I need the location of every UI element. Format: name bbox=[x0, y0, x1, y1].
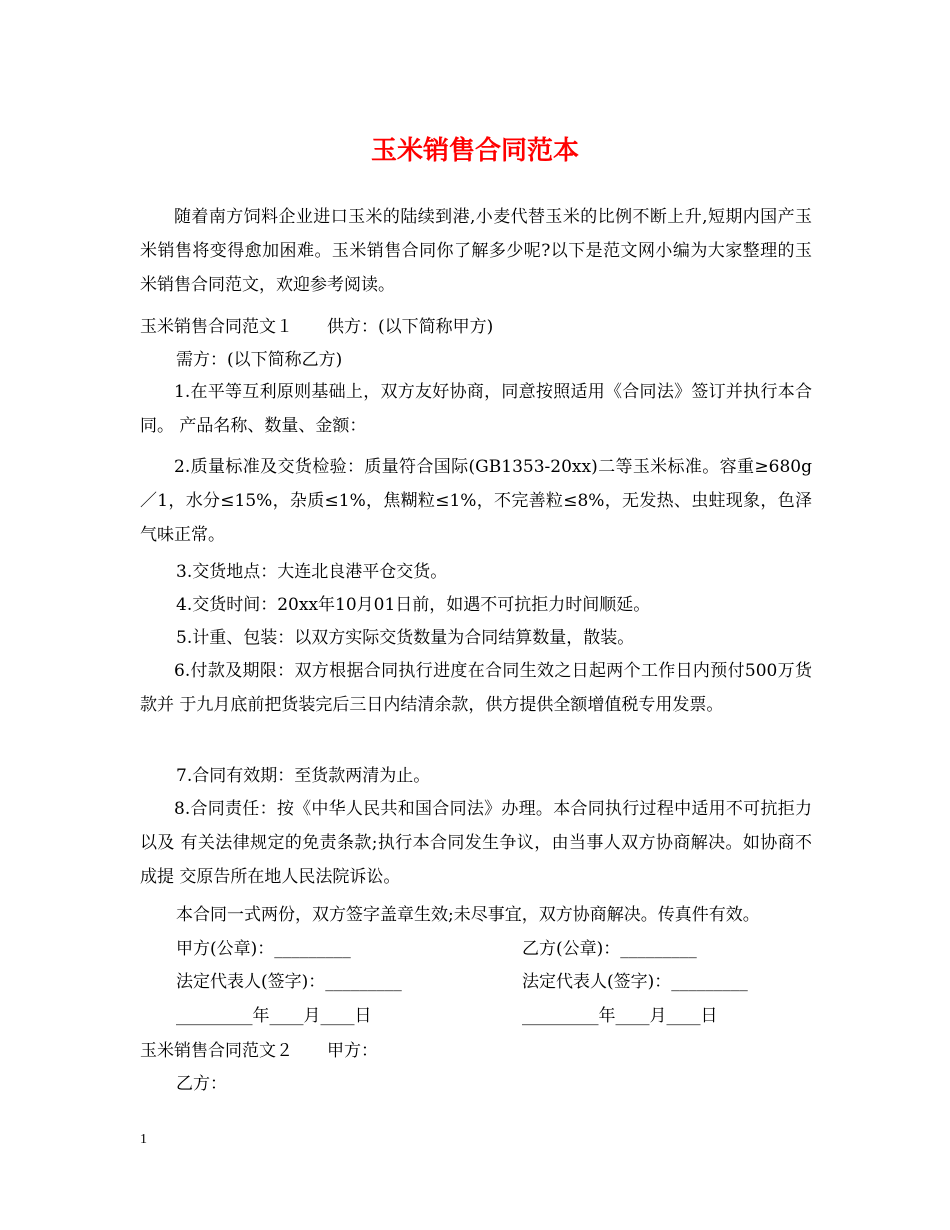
closing-line: 本合同一式两份，双方签字盖章生效;未尽事宜，双方协商解决。传真件有效。 bbox=[176, 905, 760, 925]
sign-party-b-seal: 乙方(公章)：_________ bbox=[522, 939, 697, 959]
clause-5: 5.计重、包装：以双方实际交货数量为合同结算数量，散装。 bbox=[176, 628, 635, 648]
clause-2: 2.质量标准及交货检验：质量符合国际(GB1353-20xx)二等玉米标准。容重≥680g／1，水分≤15%，杂质≤1%，焦糊粒≤1%，不完善粒≤8%，无发热、虫蛀现象，色泽气味正常。 bbox=[140, 457, 812, 545]
sample1-heading: 玉米销售合同范文１ 供方：(以下简称甲方) bbox=[140, 317, 494, 337]
clause-4: 4.交货时间：20xx年10月01日前，如遇不可抗拒力时间顺延。 bbox=[176, 595, 651, 615]
document-title: 玉米销售合同范本 bbox=[370, 136, 579, 166]
party-b-line: 乙方： bbox=[176, 1074, 227, 1094]
sample2-heading: 玉米销售合同范文２ 甲方： bbox=[140, 1041, 378, 1061]
clause-3: 3.交货地点：大连北良港平仓交货。 bbox=[176, 562, 448, 582]
sign-party-a-date: _________年____月____日 bbox=[176, 1006, 372, 1026]
clause-8: 8.合同责任：按《中华人民共和国合同法》办理。本合同执行过程中适用不可抗拒力以及 有关法律规定的免责条款;执行本合同发生争议，由当事人双方协商解决。如协商不成提 交原告所在地人民法院诉讼。 bbox=[140, 799, 812, 887]
clause-7: 7.合同有效期：至货款两清为止。 bbox=[176, 766, 431, 786]
sign-party-a-rep: 法定代表人(签字)：_________ bbox=[176, 972, 402, 992]
clause-1: 1.在平等互利原则基础上，双方友好协商，同意按照适用《合同法》签订并执行本合同。 产品名称、数量、金额： bbox=[140, 382, 812, 436]
buyer-line: 需方：(以下简称乙方) bbox=[176, 350, 343, 370]
sign-party-a-seal: 甲方(公章)：_________ bbox=[176, 939, 351, 959]
sign-party-b-rep: 法定代表人(签字)：_________ bbox=[522, 972, 748, 992]
intro-paragraph: 随着南方饲料企业进口玉米的陆续到港,小麦代替玉米的比例不断上升,短期内国产玉米销售将变得愈加困难。玉米销售合同你了解多少呢?以下是范文网小编为大家整理的玉米销售合同范文，欢迎参考阅读。 bbox=[140, 207, 812, 295]
clause-6: 6.付款及期限：双方根据合同执行进度在合同生效之日起两个工作日内预付500万货款并 于九月底前把货装完后三日内结清余款，供方提供全额增值税专用发票。 bbox=[140, 661, 812, 715]
page-number: 1 bbox=[140, 1132, 147, 1147]
sign-party-b-date: _________年____月____日 bbox=[522, 1006, 718, 1026]
